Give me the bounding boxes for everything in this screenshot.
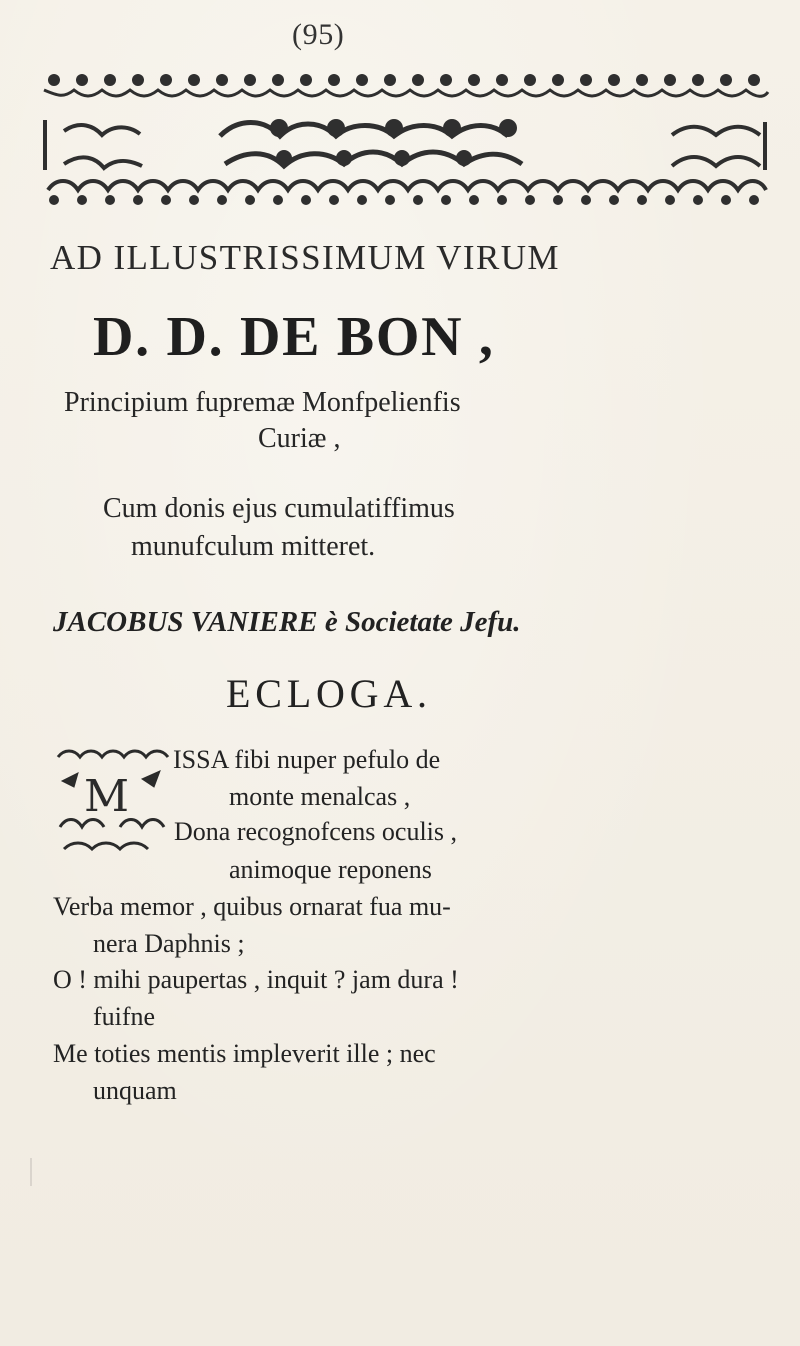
poem-line-6: nera Daphnis ; — [93, 929, 245, 958]
center-floral-ornament — [220, 119, 522, 166]
drop-cap-right-lower-ornament — [120, 820, 164, 828]
poem-line-4: animoque reponens — [229, 855, 432, 884]
genre-title: ECLOGA. — [226, 671, 432, 716]
poem-line-8: fuifne — [93, 1002, 156, 1031]
decorative-headpiece — [40, 40, 770, 210]
author-line: JACOBUS VANIERE è Societate Jefu. — [53, 606, 521, 638]
description-line-3: Cum donis ejus cumulatiffimus — [103, 493, 455, 524]
poem-line-2: monte menalcas , — [229, 782, 411, 811]
drop-cap-left-upper-ornament — [62, 773, 78, 787]
page-number: (95) — [292, 18, 345, 51]
decorated-drop-cap — [50, 745, 172, 861]
dedication-title: AD ILLUSTRISSIMUM VIRUM — [50, 238, 560, 277]
top-flourish-row — [44, 74, 768, 96]
drop-cap-bottom-ornament — [64, 843, 148, 849]
bottom-flourish-row — [48, 181, 766, 205]
poem-line-3: Dona recognofcens oculis , — [174, 817, 458, 846]
drop-cap-left-lower-ornament — [60, 820, 104, 828]
poem-line-10: unquam — [93, 1076, 177, 1105]
poem-line-1: ISSA fibi nuper pefulo de — [173, 745, 441, 774]
drop-cap-letter: M — [84, 771, 130, 822]
poem-line-7: O ! mihi paupertas , inquit ? jam dura ! — [53, 965, 459, 994]
dedicatee-name: D. D. DE BON , — [93, 306, 495, 368]
drop-cap-right-upper-ornament — [142, 771, 160, 787]
drop-cap-top-ornament — [58, 751, 168, 757]
description-line-1: Principium fupremæ Monfpelienfis — [64, 387, 461, 418]
middle-flourish-left — [45, 120, 142, 170]
poem-line-9: Me toties mentis impleverit ille ; nec — [53, 1039, 436, 1068]
description-line-2: Curiæ , — [258, 423, 341, 454]
page-mark — [30, 1158, 32, 1186]
description-line-4: munufculum mitteret. — [131, 531, 376, 562]
poem-line-5: Verba memor , quibus ornarat fua mu- — [53, 892, 451, 921]
middle-flourish-right — [672, 122, 765, 170]
